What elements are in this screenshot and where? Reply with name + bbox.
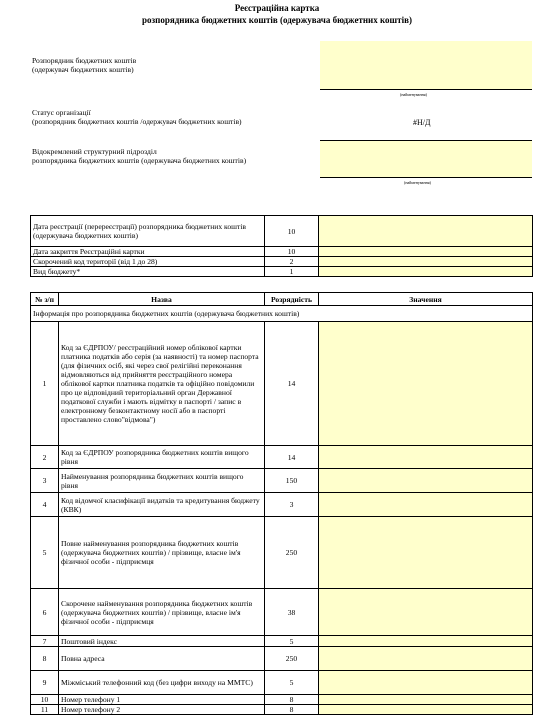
row-num: 1 — [31, 322, 59, 446]
row-digits: 250 — [265, 517, 319, 589]
row-num: 9 — [31, 671, 59, 695]
row-value-cell[interactable] — [319, 589, 533, 636]
reg-digits: 10 — [265, 247, 319, 257]
table-row — [31, 446, 533, 469]
reg-digits: 1 — [265, 267, 319, 277]
row-value-cell[interactable] — [319, 705, 533, 715]
row-value-cell[interactable] — [319, 493, 533, 517]
reg-label: Дата закриття Реєстраційні картки — [31, 247, 265, 257]
row-name: Код за ЄДРПОУ/ реєстраційний номер облікової картки платника податків або серія (за наявності) та номер паспорта (для фізичних осіб, які через свої релігійні переконання відмовляються від прийняття реєстраційного номера облікової картки платника податків та офіційно повідомили про це відповідний територіальний орган Державної податкової служби і мають відмітку в паспорті / запис в електронному безконтактному носії або в паспорті проставлено слово"відмова") — [59, 322, 265, 446]
row-digits: 14 — [265, 446, 319, 469]
row-num: 8 — [31, 647, 59, 671]
row-value-cell[interactable] — [319, 636, 533, 647]
table-row — [31, 322, 533, 446]
header-num: № з/п — [31, 293, 59, 306]
row-value-cell[interactable] — [319, 647, 533, 671]
row-digits: 3 — [265, 493, 319, 517]
reg-row — [31, 267, 533, 277]
row-digits: 5 — [265, 636, 319, 647]
row-value-cell[interactable] — [319, 671, 533, 695]
status-value: #Н/Д — [413, 118, 431, 127]
row-value-cell[interactable] — [319, 322, 533, 446]
row-num: 7 — [31, 636, 59, 647]
row-name: Скорочене найменування розпорядника бюджетних коштів (одержувача бюджетних коштів) / прізвище, власне ім'я фізичної особи - підприємця — [59, 589, 265, 636]
row-digits: 38 — [265, 589, 319, 636]
header-row — [31, 293, 533, 306]
title-line-1: Реєстраційна картка — [234, 3, 320, 13]
reg-value-cell[interactable] — [319, 247, 533, 257]
reg-value-cell[interactable] — [319, 257, 533, 267]
division-caption: (найменування) — [404, 180, 431, 185]
reg-row — [31, 257, 533, 267]
row-name: Поштовий індекс — [59, 636, 265, 647]
row-num: 3 — [31, 469, 59, 493]
row-digits: 5 — [265, 671, 319, 695]
row-name: Код за ЄДРПОУ розпорядника бюджетних коштів вищого рівня — [59, 446, 265, 469]
row-value-cell[interactable] — [319, 446, 533, 469]
row-value-cell[interactable] — [319, 695, 533, 705]
row-name: Повна адреса — [59, 647, 265, 671]
row-num: 6 — [31, 589, 59, 636]
section-row — [31, 306, 533, 322]
table-row — [31, 647, 533, 671]
header-name: Назва — [59, 293, 265, 306]
division-input[interactable] — [320, 141, 532, 177]
row-digits: 150 — [265, 469, 319, 493]
header-value: Значення — [319, 293, 533, 306]
reg-digits: 10 — [265, 216, 319, 247]
reg-digits: 2 — [265, 257, 319, 267]
reg-value-cell[interactable] — [319, 267, 533, 277]
row-digits: 8 — [265, 705, 319, 715]
rbk-underline — [320, 89, 532, 90]
row-value-cell[interactable] — [319, 469, 533, 493]
reg-row — [31, 216, 533, 247]
row-num: 4 — [31, 493, 59, 517]
division-underline — [320, 177, 532, 178]
table-row — [31, 517, 533, 589]
row-digits: 8 — [265, 695, 319, 705]
table-row — [31, 493, 533, 517]
registration-table — [30, 215, 533, 277]
table-row — [31, 695, 533, 705]
table-row — [31, 469, 533, 493]
table-row — [31, 636, 533, 647]
header-digits: Розрядність — [265, 293, 319, 306]
rbk-label: Розпорядник бюджетних коштів (одержувач бюджетних коштів) — [32, 56, 137, 74]
row-num: 10 — [31, 695, 59, 705]
row-num: 11 — [31, 705, 59, 715]
reg-label: Скорочений код території (від 1 до 28) — [31, 257, 265, 267]
reg-value-cell[interactable] — [319, 216, 533, 247]
row-value-cell[interactable] — [319, 517, 533, 589]
reg-row — [31, 247, 533, 257]
row-digits: 250 — [265, 647, 319, 671]
row-num: 5 — [31, 517, 59, 589]
row-digits: 14 — [265, 322, 319, 446]
table-row — [31, 705, 533, 715]
row-name: Найменування розпорядника бюджетних коштів вищого рівня — [59, 469, 265, 493]
rbk-input[interactable] — [320, 41, 532, 89]
row-name: Номер телефону 2 — [59, 705, 265, 715]
status-label: Статус організації (розпорядник бюджетних коштів /одержувач бюджетних коштів) — [32, 108, 242, 126]
table-row — [31, 671, 533, 695]
reg-label: Дата реєстрації (перереєстрації) розпорядника бюджетних коштів (одержувача бюджетних коштів) — [31, 216, 265, 247]
row-name: Номер телефону 1 — [59, 695, 265, 705]
title-line-2: розпорядника бюджетних коштів (одержувача бюджетних коштів) — [142, 15, 412, 25]
row-name: Код відомчої класифікації видатків та кредитування бюджету (КВК) — [59, 493, 265, 517]
section-title: Інформація про розпорядника бюджетних коштів (одержувача бюджетних коштів) — [31, 306, 533, 322]
rbk-caption: (найменування) — [400, 92, 427, 97]
row-name: Міжміський телефонний код (без цифри виходу на ММТС) — [59, 671, 265, 695]
row-num: 2 — [31, 446, 59, 469]
reg-label: Вид бюджету* — [31, 267, 265, 277]
row-name: Повне найменування розпорядника бюджетних коштів (одержувача бюджетних коштів) / прізвище, власне ім'я фізичної особи - підприємця — [59, 517, 265, 589]
table-row — [31, 589, 533, 636]
division-label: Відокремлений структурний підрозділ розпорядника бюджетних коштів (одержувача бюджетних коштів) — [32, 147, 247, 165]
info-table — [30, 292, 533, 715]
